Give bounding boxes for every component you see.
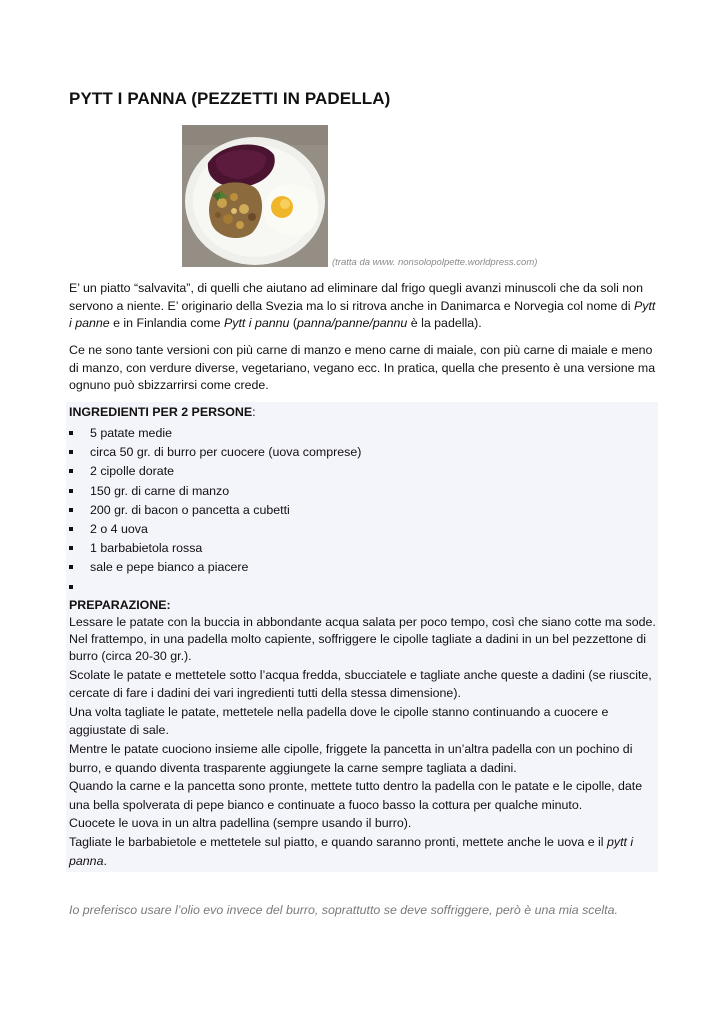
ingredient-item: circa 50 gr. di burro per cuocere (uova comprese) [69, 443, 361, 462]
ingredient-item: 2 o 4 uova [69, 520, 361, 539]
preparation-step: Scolate le patate e mettetele sotto l’acqua fredda, sbucciatele e tagliate anche queste a dadini (se riuscite, cercate di fare i dadini dei vari ingredienti tutti della stessa dimensione). [69, 667, 652, 701]
ingredient-item: 2 cipolle dorate [69, 462, 361, 481]
ingredient-item-empty [69, 578, 361, 597]
ingredients-list [69, 424, 361, 597]
bullet-icon [69, 527, 73, 531]
dish-photo [182, 125, 328, 267]
preparation-steps [69, 614, 659, 870]
ingredient-item: 200 gr. di bacon o pancetta a cubetti [69, 501, 361, 520]
bullet-icon [69, 431, 73, 435]
bullet-icon [69, 489, 73, 493]
ingredient-item: 1 barbabietola rossa [69, 539, 361, 558]
preparation-heading: PREPARAZIONE: [69, 598, 171, 612]
bullet-icon [69, 565, 73, 569]
preparation-step: Mentre le patate cuociono insieme alle cipolle, friggete la pancetta in un’altra padella con un pochino di burro, e quando diventa trasparente aggiungete la carne sempre tagliata a dadini. [69, 741, 633, 775]
bullet-icon [69, 450, 73, 454]
preparation-step: Una volta tagliate le patate, mettetele nella padella dove le cipolle stanno continuando a cuocere e aggiustate di sale. [69, 704, 609, 738]
page-title: PYTT I PANNA (PEZZETTI IN PADELLA) [69, 89, 391, 108]
preparation-step-final: Tagliate le barbabietole e mettetele sul piatto, e quando saranno pronti, mettete anche le uova e il pytt i panna. [69, 834, 634, 868]
dish-illustration [182, 125, 328, 267]
intro-paragraph: E’ un piatto “salvavita”, di quelli che aiutano ad eliminare dal frigo quegli avanzi minuscoli che da soli non servono a niente. E’ originario della Svezia ma lo si ritrova anche in Danimarca e Norvegia col nome di Pytt i panne e in Finlandia come Pytt i pannu (panna/panne/pannu è la padella). [69, 281, 656, 330]
preparation-step: Lessare le patate con la buccia in abbondante acqua salata per poco tempo, così che siano cotte ma sode. Nel frattempo, in una padella molto capiente, soffriggere le cipolle tagliate a dadini in un bel pezzettone di burro (circa 20-30 gr.). [69, 615, 656, 664]
variants-paragraph: Ce ne sono tante versioni con più carne di manzo e meno carne di maiale, con più carne di maiale e meno di manzo, con verdure diverse, vegetariano, vegano ecc. In pratica, quella che presento è una versione ma ognuno può sbizzarrirsi come crede. [69, 343, 656, 392]
ingredient-item: 150 gr. di carne di manzo [69, 482, 361, 501]
ingredient-item: 5 patate medie [69, 424, 361, 443]
preparation-step: Quando la carne e la pancetta sono pronte, mettete tutto dentro la padella con le patate e le cipolle, date una bella spolverata di pepe bianco e continuate a fuoco basso la cottura per qualche minuto. [69, 779, 643, 812]
author-note: Io preferisco usare l’olio evo invece del burro, soprattutto se deve soffriggere, però è una mia scelta. [69, 903, 618, 917]
bullet-icon [69, 546, 73, 550]
bullet-icon [69, 469, 73, 473]
bullet-icon [69, 508, 73, 512]
ingredient-item: sale e pepe bianco a piacere [69, 558, 361, 577]
ingredients-heading: INGREDIENTI PER 2 PERSONE: [69, 405, 256, 419]
image-caption: (tratta da www. nonsolopolpette.worldpress.com) [332, 257, 538, 268]
bullet-icon [69, 585, 73, 589]
preparation-step: Cuocete le uova in un altra padellina (sempre usando il burro). [69, 816, 412, 831]
